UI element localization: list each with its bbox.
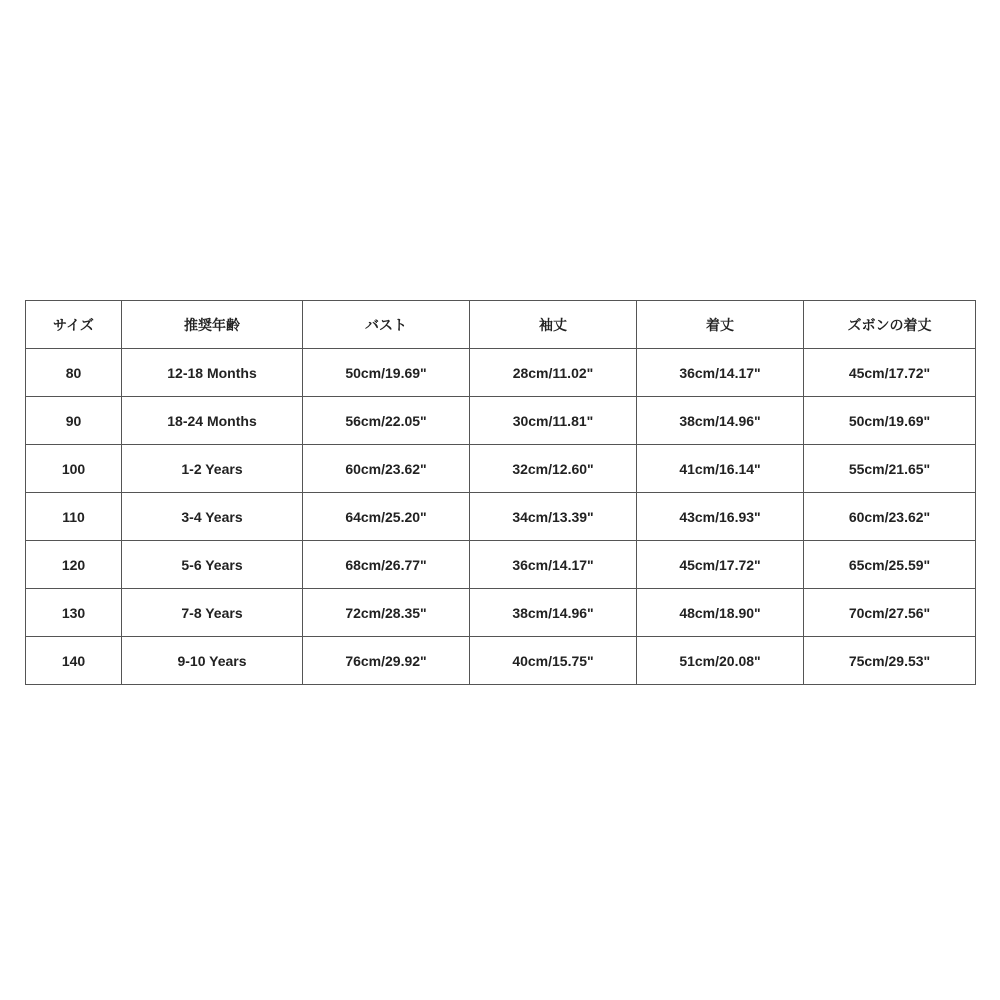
cell-sleeve: 34cm/13.39" <box>470 493 637 541</box>
cell-size: 80 <box>26 349 122 397</box>
header-bust: バスト <box>303 301 470 349</box>
cell-pants: 60cm/23.62" <box>804 493 976 541</box>
header-sleeve-length: 袖丈 <box>470 301 637 349</box>
cell-bust: 50cm/19.69" <box>303 349 470 397</box>
cell-sleeve: 38cm/14.96" <box>470 589 637 637</box>
table-row <box>26 349 976 397</box>
cell-age: 12-18 Months <box>122 349 303 397</box>
cell-age: 3-4 Years <box>122 493 303 541</box>
cell-size: 130 <box>26 589 122 637</box>
cell-age: 5-6 Years <box>122 541 303 589</box>
cell-bust: 72cm/28.35" <box>303 589 470 637</box>
table-row <box>26 589 976 637</box>
cell-age: 9-10 Years <box>122 637 303 685</box>
table-row <box>26 493 976 541</box>
cell-bust: 64cm/25.20" <box>303 493 470 541</box>
cell-age: 7-8 Years <box>122 589 303 637</box>
table-row <box>26 397 976 445</box>
table-row <box>26 541 976 589</box>
cell-sleeve: 28cm/11.02" <box>470 349 637 397</box>
cell-pants: 70cm/27.56" <box>804 589 976 637</box>
cell-pants: 45cm/17.72" <box>804 349 976 397</box>
cell-length: 51cm/20.08" <box>637 637 804 685</box>
cell-pants: 65cm/25.59" <box>804 541 976 589</box>
cell-sleeve: 32cm/12.60" <box>470 445 637 493</box>
table-row <box>26 445 976 493</box>
size-chart-table <box>25 300 976 685</box>
header-row <box>26 301 976 349</box>
table-row <box>26 637 976 685</box>
header-body-length: 着丈 <box>637 301 804 349</box>
header-size: サイズ <box>26 301 122 349</box>
cell-sleeve: 36cm/14.17" <box>470 541 637 589</box>
cell-length: 38cm/14.96" <box>637 397 804 445</box>
cell-size: 100 <box>26 445 122 493</box>
cell-length: 36cm/14.17" <box>637 349 804 397</box>
cell-bust: 76cm/29.92" <box>303 637 470 685</box>
cell-sleeve: 30cm/11.81" <box>470 397 637 445</box>
cell-pants: 75cm/29.53" <box>804 637 976 685</box>
cell-bust: 60cm/23.62" <box>303 445 470 493</box>
cell-length: 41cm/16.14" <box>637 445 804 493</box>
cell-size: 110 <box>26 493 122 541</box>
cell-sleeve: 40cm/15.75" <box>470 637 637 685</box>
cell-length: 45cm/17.72" <box>637 541 804 589</box>
cell-size: 120 <box>26 541 122 589</box>
cell-length: 43cm/16.93" <box>637 493 804 541</box>
cell-length: 48cm/18.90" <box>637 589 804 637</box>
cell-size: 140 <box>26 637 122 685</box>
cell-bust: 56cm/22.05" <box>303 397 470 445</box>
cell-size: 90 <box>26 397 122 445</box>
cell-age: 18-24 Months <box>122 397 303 445</box>
header-pants-length: ズボンの着丈 <box>804 301 976 349</box>
cell-pants: 55cm/21.65" <box>804 445 976 493</box>
cell-pants: 50cm/19.69" <box>804 397 976 445</box>
header-recommended-age: 推奨年齢 <box>122 301 303 349</box>
cell-age: 1-2 Years <box>122 445 303 493</box>
cell-bust: 68cm/26.77" <box>303 541 470 589</box>
